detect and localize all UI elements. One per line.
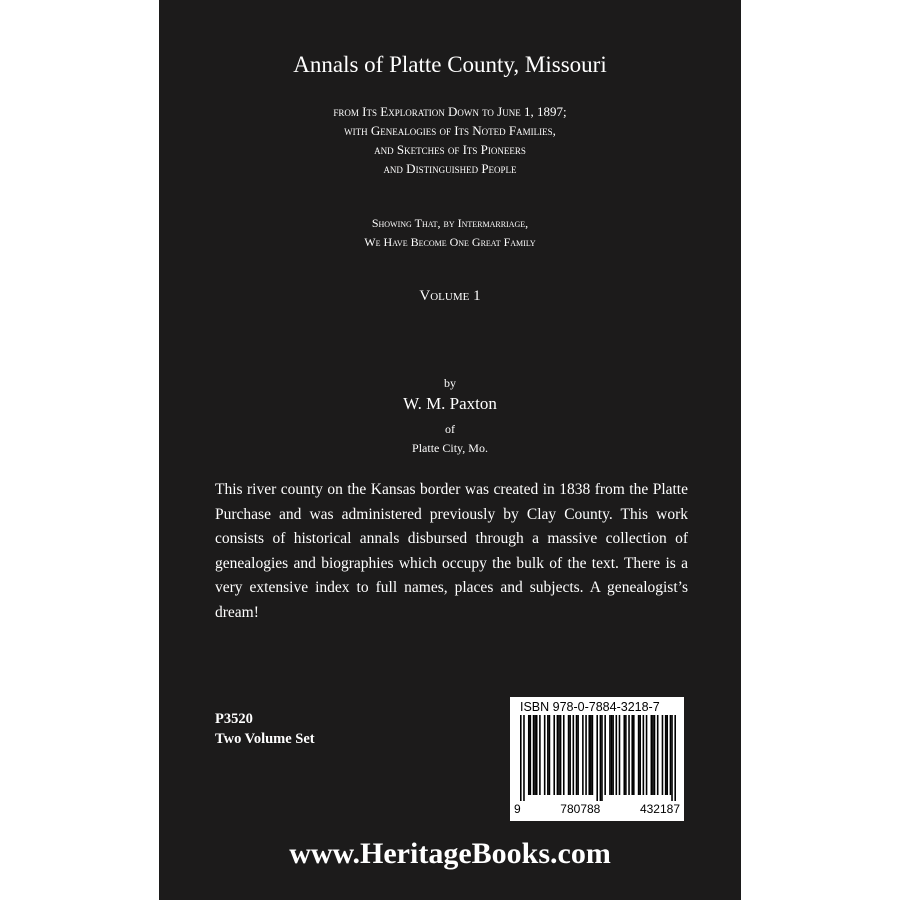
book-description: This river county on the Kansas border was created in 1838 from the Platte Purchase and was administered previously by Clay County. This work consists of historical annals disbursed through a massive collection of genealogies and biographies which occupy the bulk of the text. There is a very extensive index to full names, places and subjects. A genealogist’s dream! [215,481,688,621]
barcode-bar [628,715,630,795]
barcode-bar [666,715,668,795]
barcode-bar [654,715,656,795]
barcode-bar [651,715,653,795]
subtitle-line: and Distinguished People [383,161,517,176]
isbn-digit-group: 780788 [560,802,601,816]
website-url: www.HeritageBooks.com [289,837,611,870]
isbn-digit-group: 9 [514,802,521,816]
barcode-bar [577,715,579,795]
barcode-bar [671,715,673,801]
barcode-bar [665,715,667,795]
barcode-bar [652,715,654,795]
barcode-bar [601,715,603,801]
isbn-digits [514,802,680,816]
barcode-bar [623,715,625,795]
barcode-bar [633,715,635,795]
barcode-bar [604,715,606,795]
barcode-bar [585,715,587,795]
barcode-bar [674,715,676,801]
barcode-bar [600,715,602,801]
barcode-bar [563,715,565,795]
barcode-bar [670,715,672,795]
barcode-bar [657,715,659,795]
book-title: Annals of Platte County, Missouri [293,52,607,77]
barcode-bar [592,715,594,795]
barcode-bar [631,715,633,795]
barcode-bar [573,715,575,795]
barcode-bar [639,715,641,795]
subtitle-line: from Its Exploration Down to June 1, 1897; [333,104,567,119]
volume-label: Volume 1 [419,288,481,304]
subtitle [159,102,741,178]
isbn-label: ISBN 978-0-7884-3218-7 [520,700,660,714]
set-info: Two Volume Set [215,731,315,747]
barcode-bar [533,715,535,795]
author-name: W. M. Paxton [403,394,497,413]
tagline [159,214,741,252]
barcode-bar [616,715,618,795]
barcode-bar [530,715,532,795]
back-cover [159,0,741,900]
barcode-bar [558,715,560,795]
barcode-bar [560,715,562,795]
barcode-bar [553,715,555,795]
barcode-bar [612,715,614,795]
barcode-bar [609,715,611,795]
barcode-bar [539,715,541,795]
barcode-bar [638,715,640,795]
barcode-bar [547,715,549,795]
barcode-bar [568,715,570,795]
barcode-bar [590,715,592,795]
isbn-barcode-box [510,697,684,821]
product-info [215,709,315,749]
barcode-bar [528,715,530,795]
barcode-bar [549,715,551,795]
barcode-bar [536,715,538,795]
barcode-bar [569,715,571,795]
barcode-bar [596,715,598,801]
barcode-bar [523,715,525,801]
of-label: of [445,422,455,436]
barcode-bar [588,715,590,795]
barcode-bar [646,715,648,795]
barcode-bar [611,715,613,795]
barcode-bar [544,715,546,795]
barcode-bar [576,715,578,795]
barcode-bar [534,715,536,795]
barcode-bar [520,715,522,801]
subtitle-line: and Sketches of Its Pioneers [374,142,526,157]
barcode-bar [643,715,645,795]
barcode-bar [625,715,627,795]
barcode-bar [582,715,584,795]
tagline-line: Showing That, by Intermarriage, [371,216,529,230]
tagline-line: We Have Become One Great Family [364,235,536,249]
product-code: P3520 [215,711,253,727]
barcode-image [520,715,676,801]
barcode-bar [619,715,621,795]
subtitle-line: with Genealogies of Its Noted Families, [344,123,556,138]
barcode-bar [662,715,664,795]
barcode-bar [557,715,559,795]
author-place: Platte City, Mo. [412,441,488,455]
isbn-digit-group: 432187 [639,802,680,816]
by-label: by [444,376,456,390]
